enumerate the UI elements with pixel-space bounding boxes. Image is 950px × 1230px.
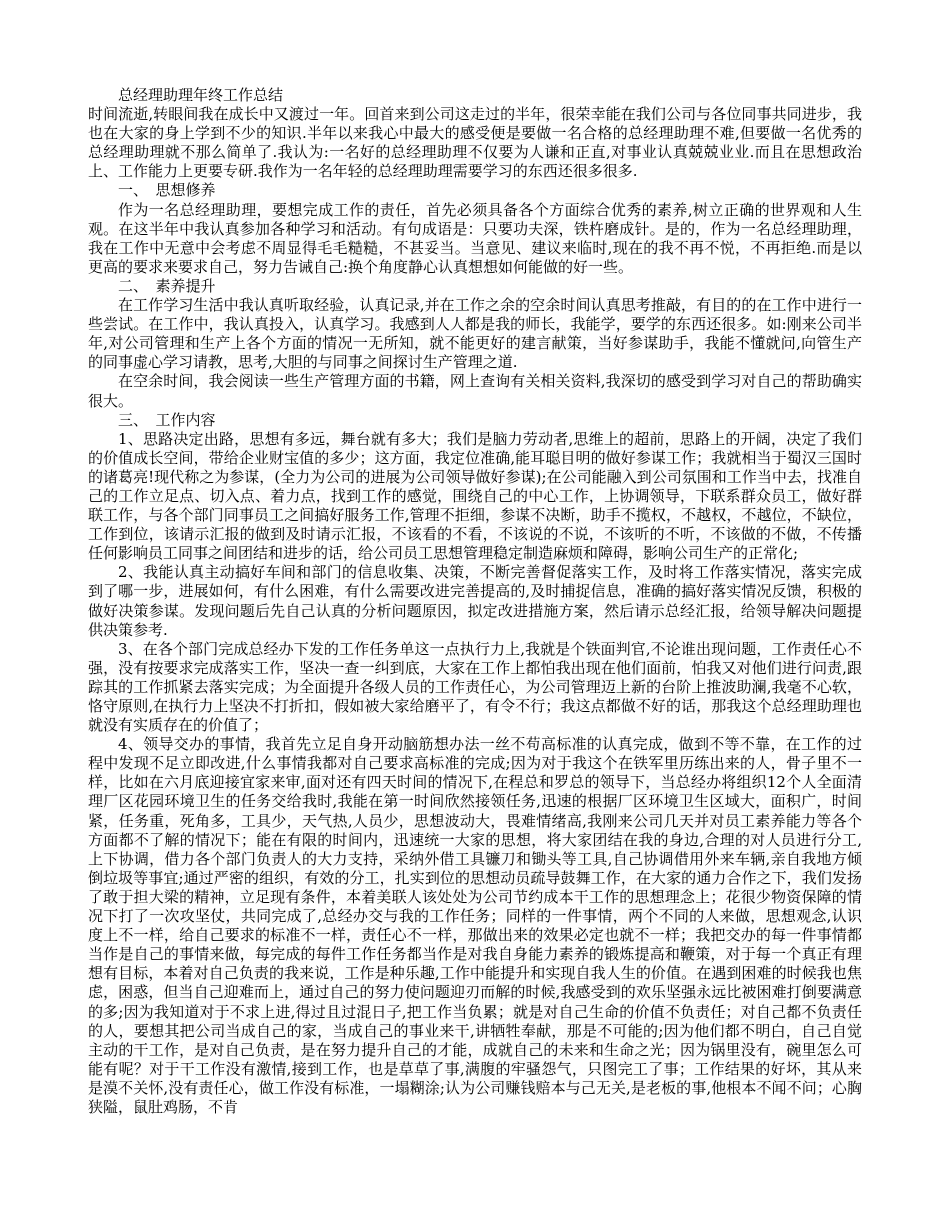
section-3-item-4: 4、领导交办的事情，我首先立足自身开动脑筋想办法一丝不苟高标准的认真完成，做到不等不靠，在工作的过程中发现不足立即改进,什么事情我都对自己要求高标准的完成;因为对于我这个在铁军里历练出来的人，骨子里不一样，比如在六月底迎接宜家来审,面对还有四天时间的情况下,在程总和罗总的领导下，当总经办将组织12个人全面清理厂区花园环境卫生的任务交给我时,我能在第一时间欣然接领任务,迅速的根据厂区环境卫生区域大，面积广，时间紧，任务重，死角多，工具少，天气热,人员少，思想波动大，畏难情绪高,我刚来公司几天并对员工素养能力等各个方面都不了解的情况下；能在有限的时间内，迅速统一大家的思想，将大家团结在我的身边,合理的对人员进行分工,上下协调，借力各个部门负责人的大力支持，采纳外借工具镰刀和锄头等工具,自己协调借用外来车辆,亲自我地方倾倒垃圾等事宜;通过严密的组织，有效的分工，扎实到位的思想动员疏导鼓舞工作，在大家的通力合作之下，我们发扬了敢于担大梁的精神，立足现有条件，本着美联人该处处为公司节约成本干工作的思想理念上；花很少物资保障的情况下打了一次攻坚仗，共同完成了,总经办交与我的工作任务；同样的一件事情，两个不同的人来做，思想观念,认识度上不一样，给自己要求的标准不一样，责任心不一样，那做出来的效果必定也就不一样；我把交办的每一件事情都当作是自己的事情来做，每完成的每件工作任务都当作是对我自身能力素养的锻炼提高和鞭策，对于每一个真正有理想有目标，本着对自己负责的我来说，工作是种乐趣,工作中能提升和实现自我人生的价值。在遇到困难的时候我也焦虑，困惑，但当自己迎难而上，通过自己的努力使问题迎刃而解的时候,我感受到的欢乐坚强永远比被困难打倒要满意的多;因为我知道对于不求上进,得过且过混日子,把工作当负累；就是对自己生命的价值不负责任；对自己都不负责任的人，要想其把公司当成自己的家，当成自己的事业来干,讲牺牲奉献，那是不可能的;因为他们都不明白，自己自觉主动的干工作，是对自己负责，是在努力提升自己的才能，成就自己的未来和生命之光；因为锅里没有，碗里怎么可能有呢？对于干工作没有激情,接到工作，也是草草了事,满腹的牢骚怨气，只图完工了事；工作结果的好坏，其从来是漠不关怀,没有责任心，做工作没有标准，一塌糊涂;认为公司赚钱赔本与己无关,是老板的事,他根本不闻不问；心胸狭隘，鼠肚鸡肠，不肯 (88, 735, 862, 1116)
section-heading-1: 一、 思想修养 (118, 181, 216, 200)
section-heading-2: 二、 素养提升 (118, 276, 216, 295)
section-3-item-3: 3、在各个部门完成总经办下发的工作任务单这一点执行力上,我就是个铁面判官,不论谁出现问题，工作责任心不强，没有按要求完成落实工作，坚决一查一纠到底，大家在工作上都怕我出现在他们面前，怕我又对他们进行问责,跟踪其的工作抓紧去落实完成；为全面提升各级人员的工作责任心，为公司管理迈上新的台阶上推波助澜,我毫不心软，恪守原则,在执行力上坚决不打折扣，假如被大家给磨平了，有令不行；我这点都做不好的话，那我这个总经理助理也就没有实质存在的价值了； (88, 639, 862, 735)
section-3-item-1: 1、思路决定出路，思想有多远，舞台就有多大；我们是脑力劳动者,思维上的超前，思路上的开阔，决定了我们的价值成长空间，带给企业财宝值的多少；这方面，我定位准确,能耳聪目明的做好参谋工作；我就相当于蜀汉三国时的诸葛亮!现代称之为参谋，(全力为公司的进展为公司领导做好参谋);在公司能融入到公司氛围和工作当中去，找准自己的工作立足点、切入点、着力点，找到工作的感觉，围绕自己的中心工作，上协调领导，下联系群众员工，做好群联工作，与各个部门同事员工之间搞好服务工作,管理不拒细，参谋不决断，助手不揽权，不越权，不越位，不缺位，工作到位，该请示汇报的做到及时请示汇报，不该看的不看，不该说的不说，不该听的不听，不该做的不做，不传播任何影响员工同事之间团结和进步的话，给公司员工思想管理稳定制造麻烦和障碍，影响公司生产的正常化; (88, 429, 862, 563)
section-heading-3: 三、 工作内容 (118, 410, 216, 429)
section-2-paragraph-2: 在空余时间，我会阅读一些生产管理方面的书籍，网上查询有关相关资料,我深切的感受到学习对自己的帮助确实很大。 (88, 372, 862, 410)
section-1-paragraph-1: 作为一名总经理助理，要想完成工作的责任，首先必须具备各个方面综合优秀的素养,树立正确的世界观和人生观。在这半年中我认真参加各种学习和活动。有句成语是：只要功夫深，铁杵磨成针。是的，作为一名总经理助理，我在工作中无意中会考虑不周显得毛毛糙糙，不甚妥当。当意见、建议来临时,现在的我不再不悦，不再拒绝.而是以更高的要求来要求自己，努力告诫自己:换个角度静心认真想想如何能做的好一些。 (88, 200, 862, 276)
section-3-item-2: 2、我能认真主动搞好车间和部门的信息收集、决策，不断完善督促落实工作，及时将工作落实情况，落实完成到了哪一步，进展如何，有什么困难，有什么需要改进完善提高的,及时捕捉信息，准确的搞好落实情况反馈，积极的做好决策参谋。发现问题后先自己认真的分析问题原因，拟定改进措施方案，然后请示总经汇报，给领导解决问题提供决策参考. (88, 563, 862, 639)
intro-paragraph: 时间流逝,转眼间我在成长中又渡过一年。回首来到公司这走过的半年，很荣幸能在我们公司与各位同事共同进步，我也在大家的身上学到不少的知识.半年以来我心中最大的感受便是要做一名合格的总经理助理不难,但要做一名优秀的总经理助理就不那么简单了.我认为:一名好的总经理助理不仅要为人谦和正直,对事业认真兢兢业业.而且在思想政治上、工作能力上更要专研.我作为一名年轻的总经理助理需要学习的东西还很多很多. (88, 105, 862, 181)
document-title: 总经理助理年终工作总结 (118, 86, 284, 104)
section-2-paragraph-1: 在工作学习生活中我认真听取经验，认真记录,并在工作之余的空余时间认真思考推敲，有目的的在工作中进行一些尝试。在工作中，我认真投入，认真学习。我感到人人都是我的师长，我能学，要学的东西还很多。如:刚来公司半年,对公司管理和生产上各个方面的情况一无所知，就不能更好的建言献策，当好参谋助手，我能不懂就问,向管生产的同事虚心学习请教，思考,大胆的与同事之间探讨生产管理之道. (88, 296, 862, 372)
